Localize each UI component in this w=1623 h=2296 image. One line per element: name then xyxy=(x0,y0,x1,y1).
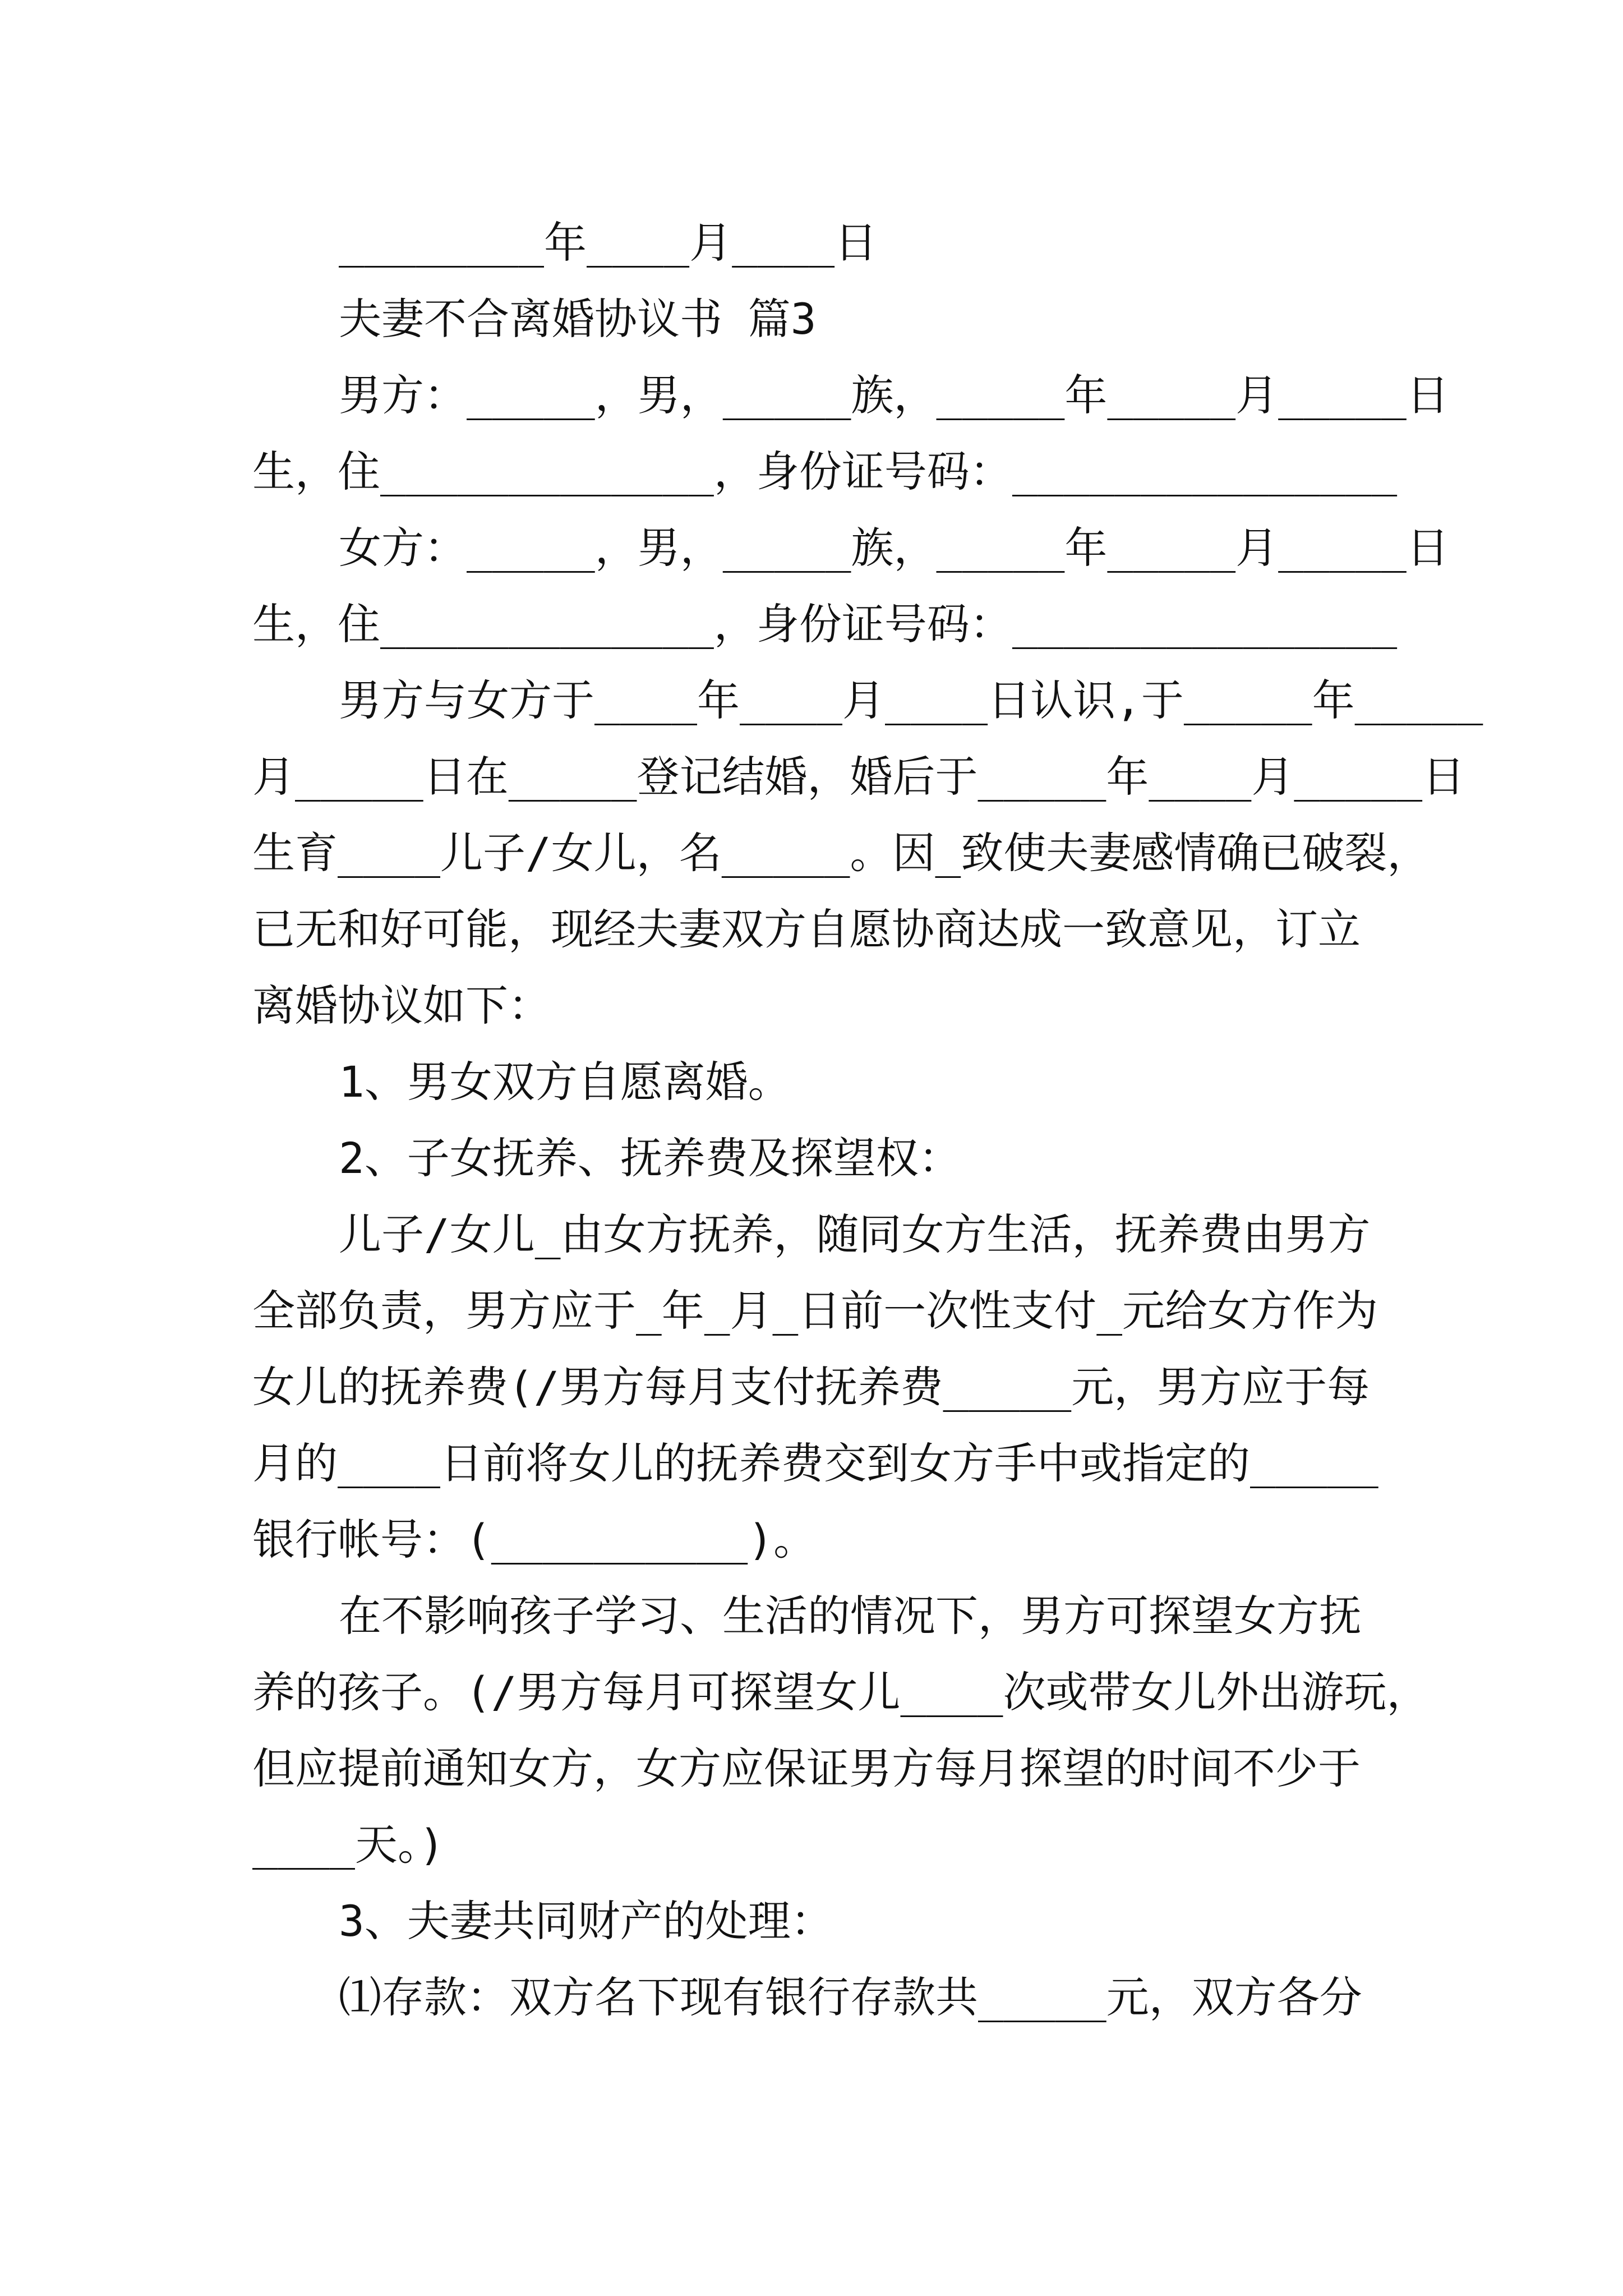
date-line: ________年____月____日 xyxy=(339,218,878,268)
paragraph-line: 全部负责，男方应于_年_月_日前一次性支付_元给女方作为 xyxy=(252,1286,1378,1336)
paragraph-line: 生育____儿子/女儿，名_____。因_致使夫妻感情确已破裂， xyxy=(252,828,1430,878)
paragraph-line: 银行帐号：(__________)。 xyxy=(252,1515,817,1565)
female-party-line: 女方：_____，男，_____族，_____年_____月_____日 xyxy=(339,523,1449,573)
male-party-line: 男方：_____，男，_____族，_____年_____月_____日 xyxy=(339,370,1449,420)
male-party-address: 生，住_____________，身份证号码：_______________ xyxy=(252,447,1398,496)
paragraph-line: 在不影响孩子学习、生活的情况下，男方可探望女方抚 xyxy=(339,1591,1362,1641)
paragraph-line: 月的____日前将女儿的抚养费交到女方手中或指定的_____ xyxy=(252,1438,1378,1488)
section-title: 夫妻不合离婚协议书 篇3 xyxy=(339,294,817,344)
clause-2-heading: 2、子女抚养、抚养费及探望权： xyxy=(339,1133,961,1183)
clause-1: 1、男女双方自愿离婚。 xyxy=(339,1057,791,1107)
paragraph-line: 男方与女方于____年____月____日认识,于_____年_____ xyxy=(339,675,1483,725)
paragraph-line: 月_____日在_____登记结婚，婚后于_____年____月_____日 xyxy=(252,752,1465,802)
paragraph-line: 离婚协议如下： xyxy=(252,981,551,1030)
paragraph-line: 女儿的抚养费(/男方每月支付抚养费_____元，男方应于每 xyxy=(252,1362,1370,1412)
paragraph-line: 但应提前通知女方，女方应保证男方每月探望的时间不少于 xyxy=(252,1743,1361,1793)
paragraph-line: ____天。) xyxy=(252,1820,445,1870)
female-party-address: 生，住_____________，身份证号码：_______________ xyxy=(252,599,1398,649)
clause-3-heading: 3、夫妻共同财产的处理： xyxy=(339,1896,833,1946)
paragraph-line: 儿子/女儿_由女方抚养，随同女方生活，抚养费由男方 xyxy=(339,1209,1371,1259)
paragraph-line: 已无和好可能，现经夫妻双方自愿协商达成一致意见，订立 xyxy=(252,904,1361,954)
paragraph-line: 养的孩子。(/男方每月可探望女儿____次或带女儿外出游玩， xyxy=(252,1667,1430,1717)
clause-3-item-1: ⑴存款：双方名下现有银行存款共_____元，双方各分 xyxy=(339,1972,1362,2022)
